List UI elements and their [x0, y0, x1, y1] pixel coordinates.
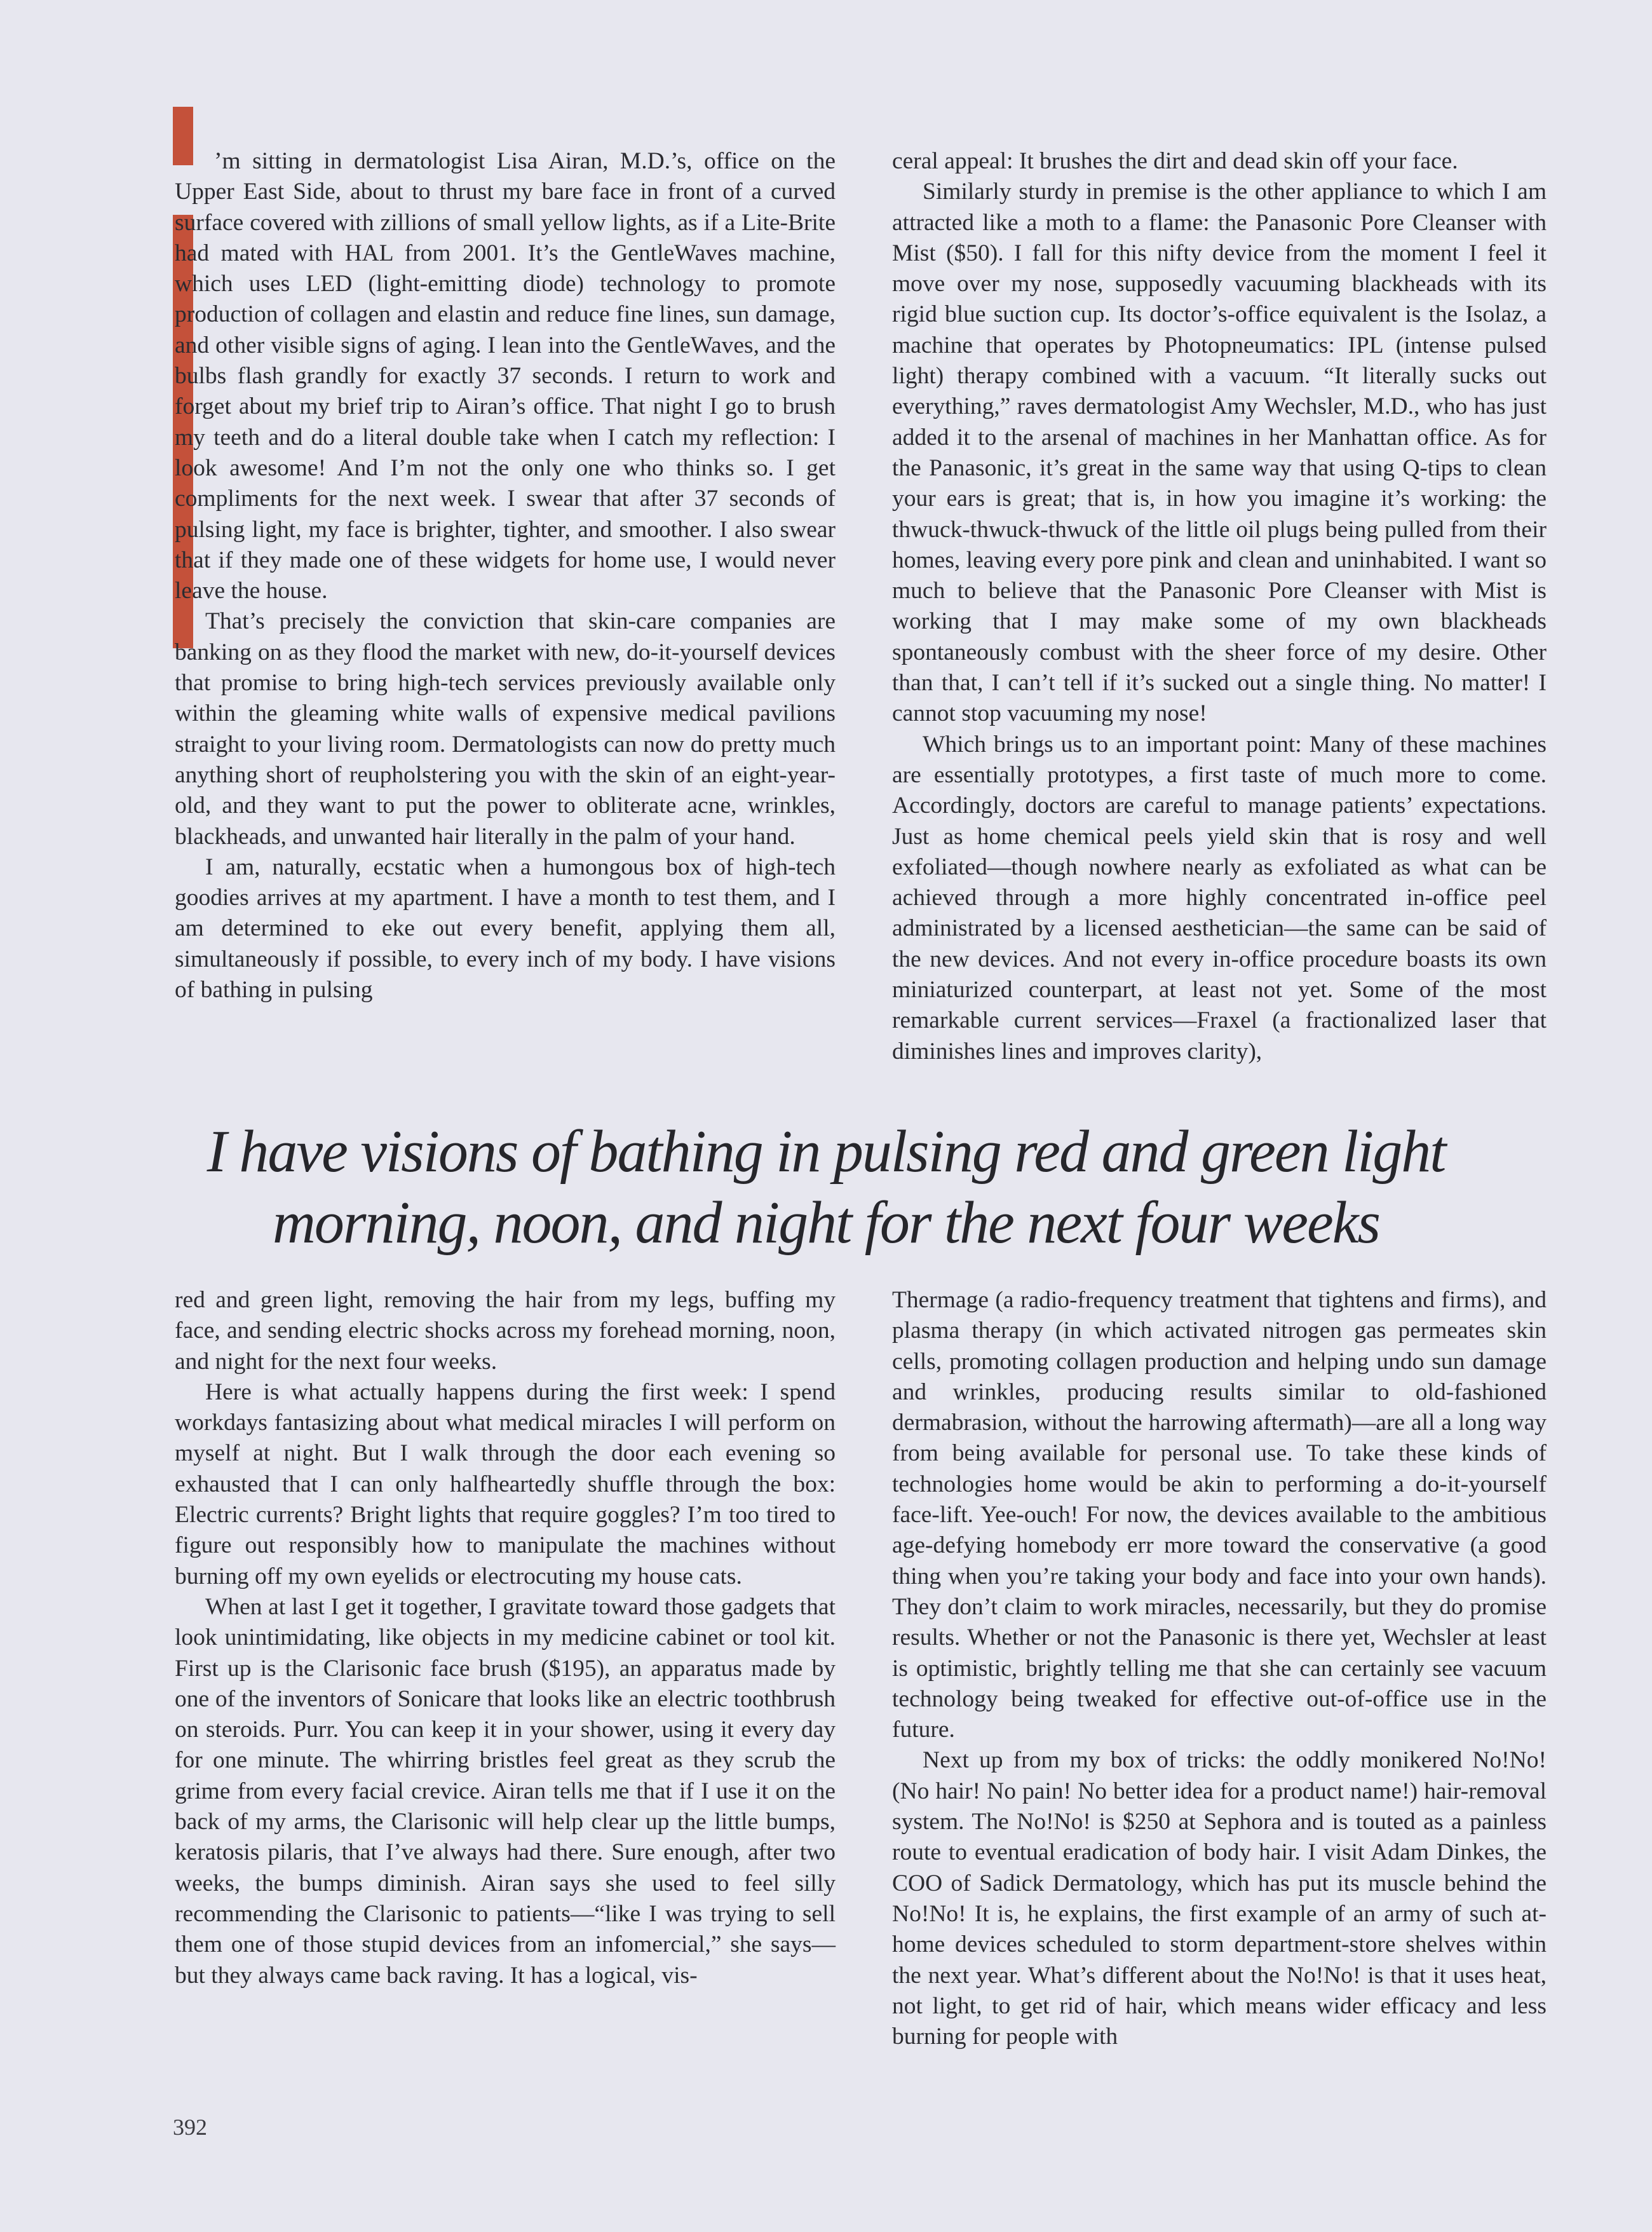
- paragraph: I am, naturally, ecstatic when a humongous box of high-tech goodies arrives at my apartment. I have a month to test them, and I am determined to eke out every benefit, applying them all, simultaneously if possible, to every inch of my body. I have visions of bathing in pulsing: [175, 854, 836, 1004]
- paragraph: When at last I get it together, I gravitate toward those gadgets that look unintimidating, like objects in my medicine cabinet or tool kit. First up is the Clarisonic face brush ($195), an apparatus made by one of the inventors of Sonicare that looks like an electric toothbrush on steroids. Purr. You can keep it in your shower, using it every day for one minute. The whirring bristles feel great as they scrub the grime from every facial crevice. Airan tells me that if I use it on the back of my arms, the Clarisonic will help clear up the little bumps, keratosis pilaris, that I’ve always had there. Sure enough, after two weeks, the bumps diminish. Airan says she used to feel silly recommending the Clarisonic to patients—“like I was trying to sell them one of those stupid devices from an infomercial,” she says—but they always came back raving. It has a logical, vis-: [175, 1593, 836, 1989]
- column-top-right: [892, 146, 1547, 1067]
- paragraph: Here is what actually happens during the first week: I spend workdays fantasizing about what medical miracles I will perform on myself at night. But I walk through the door each evening so exhausted that I can only halfheartedly shuffle through the box: Electric currents? Bright lights that require goggles? I’m too tired to figure out responsibly how to manipulate the machines without burning off my own eyelids or electrocuting my house cats.: [175, 1378, 836, 1589]
- column-bottom-right: [892, 1285, 1547, 2052]
- pull-quote: [127, 1116, 1525, 1258]
- paragraph: Which brings us to an important point: Many of these machines are essentially prototypes, a first taste of much more to come. Accordingly, doctors are careful to manage patients’ expectations. Just as home chemical peels yield skin that is rosy and well exfoliated—though nowhere nearly as exfoliated as what can be achieved through a more highly concentrated in-office peel administrated by a licensed aesthetician—the same can be said of the new devices. And not every in-office procedure boasts its own miniaturized counterpart, at least not yet. Some of the most remarkable current services—Fraxel (a fractionalized laser that diminishes lines and improves clarity),: [892, 731, 1547, 1065]
- paragraph: That’s precisely the conviction that skin-care companies are banking on as they flood the market with new, do-it-yourself devices that promise to bring high-tech services previously available only within the gleaming white walls of expensive medical pavilions straight to your living room. Dermatologists can now do pretty much anything short of reupholstering you with the skin of an eight-year-old, and they want to put the power to obliterate acne, wrinkles, blackheads, and unwanted hair literally in the palm of your hand.: [175, 608, 836, 850]
- paragraph-continued: ceral appeal: It brushes the dirt and dead skin off your face.: [892, 148, 1458, 174]
- paragraph: Similarly sturdy in premise is the other appliance to which I am attracted like a moth to a flame: the Panasonic Pore Cleanser with Mist ($50). I fall for this nifty device from the moment I feel it move over my nose, supposedly vacuuming blackheads with its rigid blue suction cup. Its doctor’s-office equivalent is the Isolaz, a machine that operates by Photopneumatics: IPL (intense pulsed light) therapy combined with a vacuum. “It literally sucks out everything,” raves dermatologist Amy Wechsler, M.D., who has just added it to the arsenal of machines in her Manhattan office. As for the Panasonic, it’s great in the same way that using Q-tips to clean your ears is great; that is, in how you imagine it’s working: the thwuck-thwuck-thwuck of the little oil plugs being pulled from their homes, leaving every pore pink and clean and uninhabited. I want so much to believe that the Panasonic Pore Cleanser with Mist is working that I may make some of my own blackheads spontaneously combust with the sheer force of my desire. Other than that, I can’t tell if it’s sucked out a single thing. No matter! I cannot stop vacuuming my nose!: [892, 179, 1547, 727]
- paragraph: Next up from my box of tricks: the oddly monikered No!No! (No hair! No pain! No better idea for a product name!) hair-removal system. The No!No! is $250 at Sephora and is touted as a painless route to eventual eradication of body hair. I visit Adam Dinkes, the COO of Sadick Dermatology, which has put its muscle behind the No!No! It is, he explains, the first example of an army of such at-home devices scheduled to storm department-store shelves within the next year. What’s different about the No!No! is that it uses heat, not light, to get rid of hair, which means wider efficacy and less burning for people with: [892, 1747, 1547, 2050]
- pull-quote-line-2: morning, noon, and night for the next four weeks: [272, 1190, 1380, 1256]
- paragraph-continued: red and green light, removing the hair from my legs, buffing my face, and sending electric shocks across my forehead morning, noon, and night for the next four weeks.: [175, 1287, 836, 1375]
- paragraph-continued: Thermage (a radio-frequency treatment that tightens and firms), and plasma therapy (in which activated nitrogen gas permeates skin cells, promoting collagen production and helping undo sun damage and wrinkles, producing results similar to old-fashioned dermabrasion, without the harrowing aftermath)—are all a long way from being available for personal use. To take these kinds of technologies home would be akin to performing a do-it-yourself face-lift. Yee-ouch! For now, the devices available to the ambitious age-defying homebody err more toward the conservative (a good thing when you’re taking your body and face into your own hands). They don’t claim to work miracles, necessarily, but they do promise results. Whether or not the Panasonic is there yet, Wechsler at least is optimistic, brightly telling me that she can certainly see vacuum technology being tweaked for effective out-of-office use in the future.: [892, 1287, 1547, 1743]
- page-number: 392: [173, 2114, 207, 2140]
- pull-quote-line-1: I have visions of bathing in pulsing red and green light: [207, 1119, 1446, 1185]
- column-bottom-left: [175, 1285, 836, 1991]
- column-top-left: [175, 146, 836, 1005]
- paragraph-opening: ’m sitting in dermatologist Lisa Airan, M.D.’s, office on the Upper East Side, about to thrust my bare face in front of a curved surface covered with zillions of small yellow lights, as if a Lite-Brite had mated with HAL from 2001. It’s the GentleWaves machine, which uses LED (light-emitting diode) technology to promote production of collagen and elastin and reduce fine lines, sun damage, and other visible signs of aging. I lean into the GentleWaves, and the bulbs flash grandly for exactly 37 seconds. I return to work and forget about my brief trip to Airan’s office. That night I go to brush my teeth and do a literal double take when I catch my reflection: I look awesome! And I’m not the only one who thinks so. I get compliments for the next week. I swear that after 37 seconds of pulsing light, my face is brighter, tighter, and smoother. I also swear that if they made one of these widgets for home use, I would never leave the house.: [175, 148, 836, 604]
